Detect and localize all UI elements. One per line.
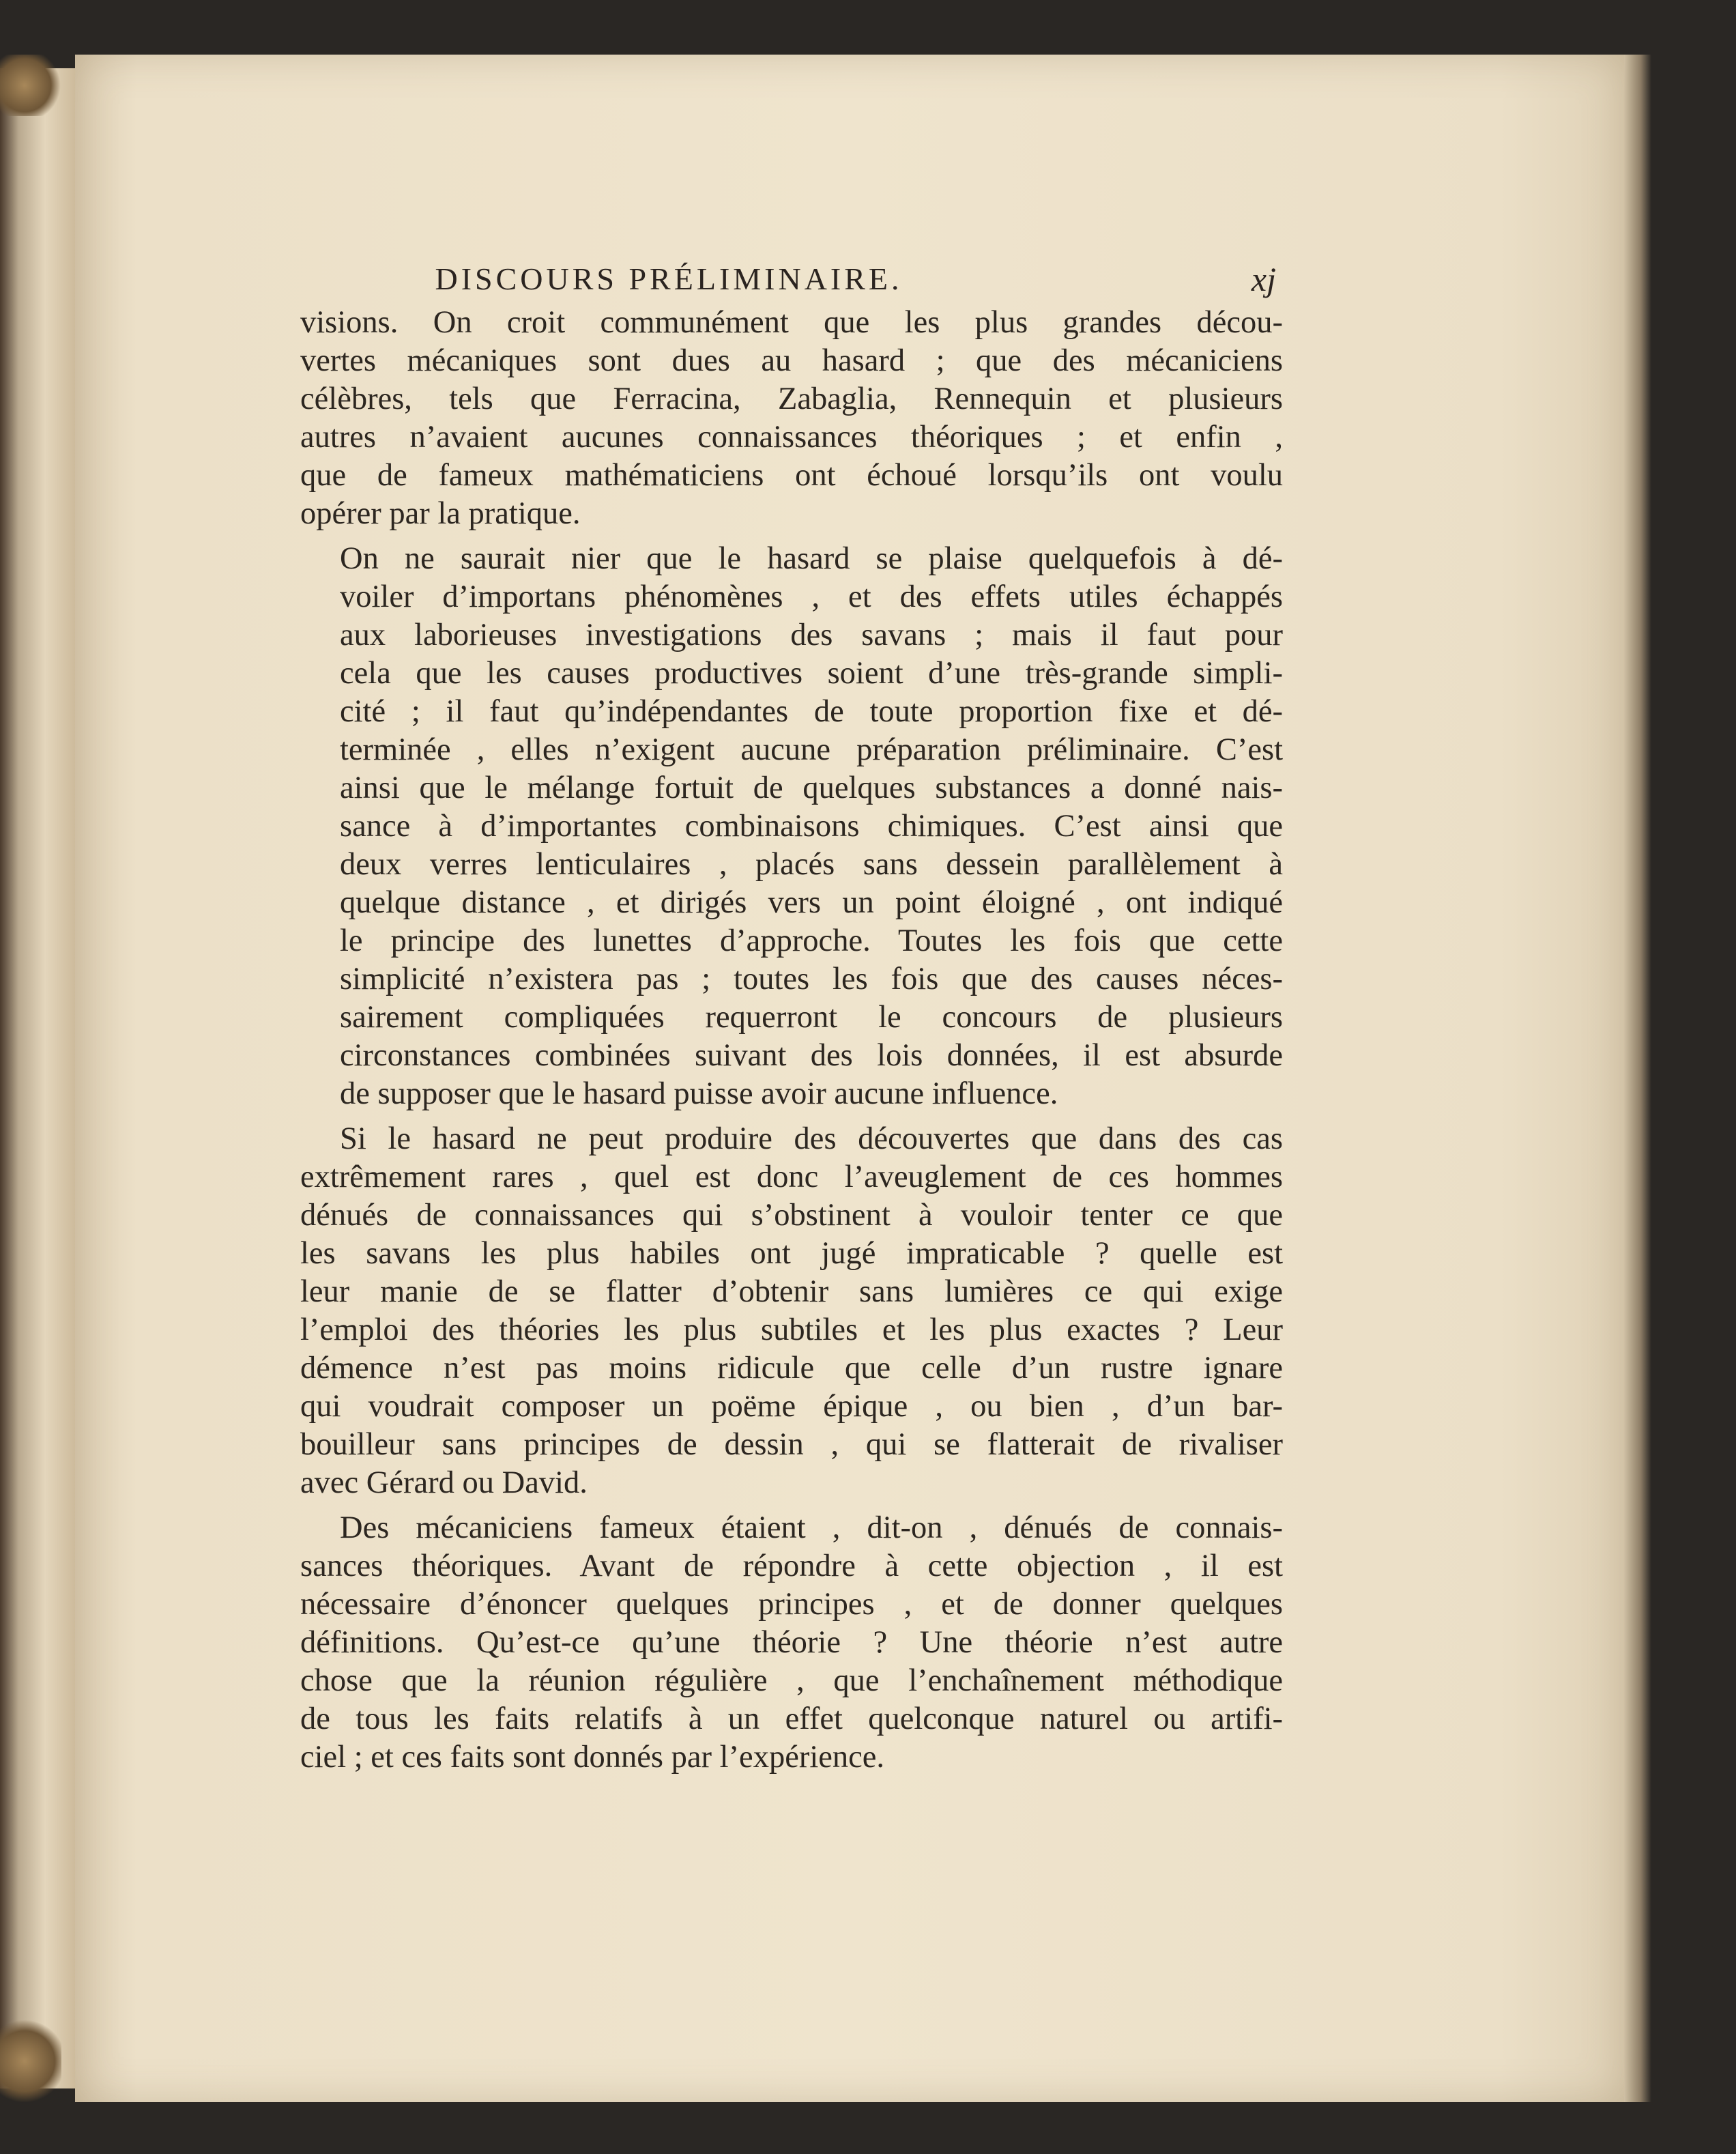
text-line: Si le hasard ne peut produire des découvertes que dans des cas (340, 1121, 1283, 1156)
text-line: cité ; il faut qu’indépendantes de toute proportion fixe et dé- (340, 694, 1283, 729)
text-line: l’emploi des théories les plus subtiles et les plus exactes ? Leur (300, 1312, 1283, 1347)
text-line: On ne saurait nier que le hasard se plaise quelquefois à dé- (340, 541, 1283, 576)
text-line: qui voudrait composer un poëme épique , ou bien , d’un bar- (300, 1389, 1283, 1424)
text-line: démence n’est pas moins ridicule que celle d’un rustre ignare (300, 1351, 1283, 1385)
page-number: xj (1251, 260, 1276, 298)
text-line: visions. On croit communément que les plus grandes décou- (300, 305, 1283, 340)
text-line: opérer par la pratique. (300, 496, 581, 531)
paragraph (300, 1120, 1283, 1502)
paragraph (300, 1509, 1283, 1777)
binding-tear-bottom (0, 2020, 61, 2102)
binding-tear-top (0, 55, 61, 116)
text-line: circonstances combinées suivant des lois données, il est absurde (340, 1038, 1283, 1073)
body-text (300, 304, 1283, 1777)
text-line: définitions. Qu’est-ce qu’une théorie ? Une théorie n’est autre (300, 1625, 1283, 1660)
text-line: leur manie de se flatter d’obtenir sans lumières ce qui exige (300, 1274, 1283, 1309)
running-title: DISCOURS PRÉLIMINAIRE. (435, 261, 903, 296)
book-gutter (0, 68, 75, 2088)
text-line: sances théoriques. Avant de répondre à cette objection , il est (300, 1549, 1283, 1583)
text-line: avec Gérard ou David. (300, 1465, 588, 1500)
text-line: les savans les plus habiles ont jugé impraticable ? quelle est (300, 1236, 1283, 1271)
text-line: autres n’avaient aucunes connaissances théoriques ; et enfin , (300, 420, 1283, 455)
text-line: dénués de connaissances qui s’obstinent à vouloir tenter ce que (300, 1198, 1283, 1233)
page-header (280, 246, 1276, 307)
text-line: terminée , elles n’exigent aucune préparation préliminaire. C’est (340, 732, 1283, 767)
page-edge-shadow (1624, 55, 1651, 2102)
text-line: de tous les faits relatifs à un effet quelconque naturel ou artifi- (300, 1701, 1283, 1736)
text-line: nécessaire d’énoncer quelques principes , et de donner quelques (300, 1587, 1283, 1622)
text-line: sairement compliquées requerront le concours de plusieurs (340, 1000, 1283, 1035)
text-line: aux laborieuses investigations des savans ; mais il faut pour (340, 618, 1283, 652)
text-line: ciel ; et ces faits sont donnés par l’expérience. (300, 1740, 885, 1775)
text-line: chose que la réunion régulière , que l’enchaînement méthodique (300, 1663, 1283, 1698)
text-line: quelque distance , et dirigés vers un point éloigné , ont indiqué (340, 885, 1283, 920)
text-line: voiler d’importans phénomènes , et des effets utiles échappés (340, 579, 1283, 614)
text-line: bouilleur sans principes de dessin , qui se flatterait de rivaliser (300, 1427, 1283, 1462)
text-line: que de fameux mathématiciens ont échoué lorsqu’ils ont voulu (300, 458, 1283, 493)
paragraph (300, 304, 1283, 533)
text-line: extrêmement rares , quel est donc l’aveuglement de ces hommes (300, 1160, 1283, 1194)
text-line: célèbres, tels que Ferracina, Zabaglia, Rennequin et plusieurs (300, 382, 1283, 416)
paragraph (300, 540, 1283, 1113)
text-line: sance à d’importantes combinaisons chimiques. C’est ainsi que (340, 809, 1283, 844)
text-line: simplicité n’existera pas ; toutes les fois que des causes néces- (340, 962, 1283, 996)
text-line: deux verres lenticulaires , placés sans dessein parallèlement à (340, 847, 1283, 882)
text-line: ainsi que le mélange fortuit de quelques substances a donné nais- (340, 771, 1283, 805)
text-line: vertes mécaniques sont dues au hasard ; que des mécaniciens (300, 343, 1283, 378)
text-line: le principe des lunettes d’approche. Toutes les fois que cette (340, 923, 1283, 958)
text-line: cela que les causes productives soient d’une très-grande simpli- (340, 656, 1283, 691)
text-line: Des mécaniciens fameux étaient , dit-on , dénués de connais- (340, 1510, 1283, 1545)
text-line: de supposer que le hasard puisse avoir aucune influence. (340, 1076, 1058, 1111)
